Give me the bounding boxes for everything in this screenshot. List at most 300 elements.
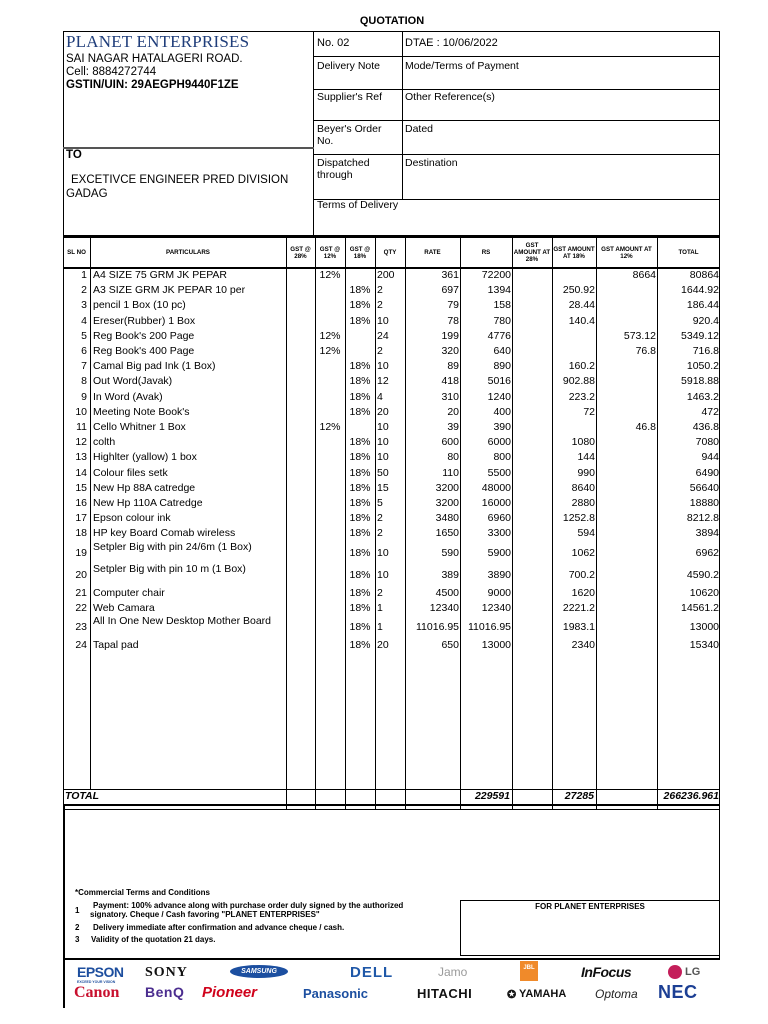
cell-sl-no: 17 [75, 512, 87, 525]
cell-gst-amount-28 [512, 496, 551, 511]
cell-rs: 780 [493, 314, 511, 327]
table-row [63, 542, 720, 564]
cell-sl-no: 13 [75, 451, 87, 464]
cell-gst-amount-18: 1983.1 [562, 621, 595, 633]
cell-gst-12: 12% [319, 345, 341, 357]
cell-gst-amount-18 [552, 329, 595, 344]
cell-gst-amount-28 [512, 435, 551, 450]
cell-gst-12 [315, 496, 345, 511]
cell-particulars: Ereser(Rubber) 1 Box [93, 314, 196, 327]
table-row [63, 359, 720, 374]
header-total: TOTAL [678, 249, 699, 256]
cell-particulars: Setpler Big with pin 10 m (1 Box) [93, 562, 246, 575]
cell-gst-amount-18 [552, 420, 595, 435]
hitachi-logo: HITACHI [417, 986, 473, 1001]
cell-gst-amount-18: 160.2 [568, 360, 595, 373]
cell-gst-18: 18% [349, 568, 371, 581]
cell-particulars: Computer chair [93, 586, 165, 599]
buyer-address [66, 174, 306, 201]
table-row [63, 390, 720, 405]
cell-rate: 78 [447, 314, 459, 327]
cell-qty: 24 [377, 329, 389, 342]
cell-sl-no: 1 [81, 269, 87, 281]
cell-particulars: Cello Whitner 1 Box [93, 421, 186, 433]
cell-particulars: Out Word(Javak) [93, 375, 173, 388]
cell-gst-12 [315, 511, 345, 526]
cell-rate: 650 [441, 639, 459, 651]
cell-particulars: A3 SIZE GRM JK PEPAR 10 per [93, 284, 246, 297]
cell-rs: 13000 [481, 639, 511, 651]
meta-row-divider [314, 56, 720, 57]
cell-gst-amount-28 [512, 450, 551, 465]
cell-qty: 2 [377, 284, 383, 297]
cell-gst-18: 18% [349, 527, 371, 540]
cell-rate: 3480 [435, 512, 459, 525]
cell-qty: 20 [377, 405, 389, 418]
cell-rs: 158 [493, 299, 511, 312]
cell-rs: 1240 [487, 390, 511, 403]
header-gst-12: GST @ 12% [319, 245, 341, 260]
header-rs: RS [481, 249, 491, 256]
table-row [63, 374, 720, 389]
cell-gst-18 [345, 268, 375, 283]
cell-rs: 11016.95 [467, 621, 511, 633]
cell-rate: 12340 [429, 601, 459, 614]
cell-gst-amount-28 [512, 374, 551, 389]
quotation-date: DTAE : 10/06/2022 [405, 37, 498, 49]
jbl-logo: JBL [520, 961, 538, 981]
cell-gst-18: 18% [349, 405, 371, 418]
term-text: Payment: 100% advance along with purchase order duly signed by the authorized [93, 901, 404, 910]
cell-sl-no: 11 [76, 421, 87, 433]
table-row [63, 420, 720, 435]
grand-total: 266236.961 [663, 790, 719, 802]
cell-gst-amount-12: 573.12 [623, 329, 656, 342]
total-rs: 229591 [474, 790, 510, 802]
cell-rs: 48000 [481, 481, 511, 494]
cell-total: 4590.2 [686, 568, 719, 581]
cell-gst-18 [345, 420, 375, 435]
cell-qty: 12 [377, 375, 389, 388]
mode-terms-payment-label: Mode/Terms of Payment [405, 60, 519, 72]
cell-particulars: New Hp 110A Catredge [93, 497, 203, 509]
meta-row-divider [314, 89, 720, 90]
cell-gst-amount-12 [596, 526, 656, 541]
cell-particulars: Reg Book's 200 Page [93, 329, 195, 342]
cell-gst-amount-12 [596, 374, 656, 389]
cell-gst-amount-28 [512, 564, 551, 586]
table-row [63, 268, 720, 283]
cell-qty: 1 [377, 601, 383, 614]
cell-gst-amount-12 [596, 359, 656, 374]
cell-sl-no: 15 [75, 481, 87, 494]
cell-sl-no: 10 [75, 405, 87, 418]
cell-sl-no: 19 [75, 546, 87, 559]
to-label: TO [66, 149, 82, 161]
cell-rs: 4776 [487, 329, 511, 342]
cell-gst-amount-28 [512, 405, 551, 420]
header-gst-18: GST @ 18% [349, 245, 371, 260]
cell-gst-amount-28 [512, 344, 551, 359]
cell-gst-amount-12 [596, 601, 656, 616]
delivery-note-label: Delivery Note [317, 60, 381, 72]
cell-particulars: Epson colour ink [93, 512, 171, 525]
company-address [66, 53, 243, 79]
term-text: Delivery immediate after confirmation and advance cheque / cash. [93, 923, 345, 932]
cell-gst-12 [315, 466, 345, 481]
pioneer-logo: Pioneer [202, 984, 258, 1001]
cell-particulars: All In One New Desktop Mother Board [93, 615, 271, 627]
cell-rs: 6000 [487, 436, 511, 449]
cell-rs: 9000 [487, 586, 511, 599]
cell-total: 80864 [689, 269, 719, 281]
cell-particulars: Tapal pad [93, 639, 139, 651]
cell-rs: 5500 [487, 466, 511, 479]
cell-gst-12: 12% [319, 329, 341, 342]
cell-gst-28 [286, 466, 315, 481]
dispatched-through-label: Dispatched through [317, 157, 370, 181]
table-row [63, 586, 720, 601]
terms-of-delivery-label: Terms of Delivery [317, 199, 399, 211]
cell-gst-amount-12 [596, 638, 656, 653]
total-gst-amount-18: 27285 [564, 790, 594, 802]
header-gst-amount-12: GST AMOUNT AT 12% [601, 245, 652, 260]
cell-rs: 1394 [487, 284, 511, 297]
lg-logo: LG [685, 966, 701, 978]
cell-total: 920.4 [692, 314, 719, 327]
cell-gst-28 [286, 390, 315, 405]
cell-rs: 5016 [487, 375, 511, 388]
table-row [63, 466, 720, 481]
benq-logo: BenQ [145, 984, 185, 1000]
cell-qty: 20 [377, 639, 389, 651]
cell-gst-12: 12% [319, 421, 341, 433]
cell-total: 436.8 [692, 421, 719, 433]
cell-gst-12 [315, 526, 345, 541]
cell-gst-amount-28 [512, 511, 551, 526]
cell-gst-12 [315, 435, 345, 450]
cell-total: 944 [701, 451, 719, 464]
cell-gst-12 [315, 374, 345, 389]
cell-gst-28 [286, 564, 315, 586]
cell-gst-28 [286, 526, 315, 541]
cell-gst-amount-18: 250.92 [562, 284, 595, 297]
sony-logo: SONY [145, 965, 188, 980]
cell-rate: 697 [441, 284, 459, 297]
cell-gst-amount-18: 223.2 [568, 390, 595, 403]
cell-total: 3894 [695, 527, 719, 540]
cell-gst-28 [286, 496, 315, 511]
cell-gst-28 [286, 359, 315, 374]
cell-gst-28 [286, 405, 315, 420]
cell-gst-12 [315, 283, 345, 298]
cell-gst-amount-12 [596, 298, 656, 313]
term-text: Validity of the quotation 21 days. [91, 935, 216, 944]
cell-gst-amount-12 [596, 450, 656, 465]
epson-logo: EPSON [77, 964, 124, 980]
cell-qty: 10 [377, 451, 389, 464]
cell-total: 13000 [689, 621, 719, 633]
signature-box [460, 900, 720, 956]
cell-rs: 800 [493, 451, 511, 464]
cell-gst-18: 18% [349, 621, 371, 633]
cell-gst-amount-18: 1620 [571, 586, 595, 599]
cell-rate: 1650 [435, 527, 459, 540]
cell-particulars: Web Camara [93, 601, 155, 614]
cell-sl-no: 14 [75, 466, 87, 479]
cell-gst-amount-18: 1252.8 [562, 512, 595, 525]
samsung-logo: SAMSUNG [230, 965, 288, 978]
cell-total: 18880 [689, 497, 719, 509]
cell-particulars: colth [93, 436, 116, 449]
cell-rs: 72200 [481, 269, 511, 281]
destination-label: Destination [405, 157, 458, 169]
cell-gst-amount-12 [596, 542, 656, 564]
cell-sl-no: 3 [81, 299, 87, 312]
cell-rs: 890 [493, 360, 511, 373]
table-row [63, 564, 720, 586]
cell-gst-amount-12: 46.8 [635, 421, 656, 433]
header-gst-amount-18: GST AMOUNT AT 18% [553, 245, 595, 260]
cell-gst-amount-28 [512, 638, 551, 653]
cell-gst-amount-18: 1080 [571, 436, 595, 449]
cell-particulars: Camal Big pad Ink (1 Box) [93, 360, 216, 373]
cell-gst-amount-12 [596, 405, 656, 420]
cell-particulars: Highlter (yallow) 1 box [93, 451, 197, 464]
cell-rate: 3200 [435, 497, 459, 509]
header-qty: QTY [383, 249, 397, 256]
cell-rs: 400 [493, 405, 511, 418]
cell-gst-amount-18: 990 [577, 466, 595, 479]
cell-gst-28 [286, 542, 315, 564]
cell-gst-amount-12 [596, 283, 656, 298]
cell-sl-no: 23 [75, 621, 87, 633]
cell-gst-12 [315, 638, 345, 653]
cell-gst-18: 18% [349, 586, 371, 599]
cell-gst-28 [286, 601, 315, 616]
infocus-logo: InFocus [581, 964, 632, 980]
cell-gst-amount-18: 700.2 [568, 568, 595, 581]
cell-gst-28 [286, 344, 315, 359]
cell-particulars: Colour files setk [93, 466, 168, 479]
cell-rate: 310 [441, 390, 459, 403]
cell-gst-amount-18: 2880 [571, 497, 595, 509]
cell-qty: 2 [377, 586, 383, 599]
term-number: 3 [75, 935, 80, 944]
cell-total: 1644.92 [681, 284, 719, 297]
cell-rs: 640 [493, 345, 511, 357]
cell-gst-amount-28 [512, 420, 551, 435]
cell-gst-amount-12: 8664 [632, 269, 656, 281]
cell-gst-amount-12 [596, 564, 656, 586]
cell-qty: 5 [377, 497, 383, 509]
cell-gst-amount-28 [512, 542, 551, 564]
cell-rate: 320 [441, 345, 459, 357]
cell-gst-12 [315, 450, 345, 465]
total-row-top-line [63, 789, 720, 790]
cell-gst-18: 18% [349, 299, 371, 312]
cell-gst-amount-18: 72 [583, 405, 595, 418]
cell-sl-no: 6 [81, 345, 87, 357]
cell-gst-amount-28 [512, 298, 551, 313]
cell-gst-18: 18% [349, 546, 371, 559]
cell-gst-12 [315, 586, 345, 601]
cell-qty: 10 [377, 546, 389, 559]
cell-gst-28 [286, 314, 315, 329]
term-number: 2 [75, 923, 80, 932]
cell-gst-amount-18 [552, 344, 595, 359]
cell-gst-amount-12 [596, 496, 656, 511]
cell-qty: 1 [377, 621, 383, 633]
cell-gst-12 [315, 314, 345, 329]
quotation-number: No. 02 [317, 37, 350, 49]
company-name: PLANET ENTERPRISES [66, 32, 250, 51]
cell-qty: 2 [377, 527, 383, 540]
cell-qty: 10 [377, 314, 389, 327]
signature-label: FOR PLANET ENTERPRISES [535, 902, 645, 911]
table-row [63, 329, 720, 344]
other-references-label: Other Reference(s) [405, 91, 495, 103]
cell-gst-12 [315, 390, 345, 405]
cell-gst-amount-18: 2221.2 [562, 601, 595, 614]
cell-gst-12 [315, 298, 345, 313]
cell-total: 5349.12 [681, 329, 719, 342]
header-rate: RATE [424, 249, 441, 256]
cell-qty: 10 [377, 436, 389, 449]
cell-total: 10620 [689, 586, 719, 599]
cell-total: 472 [701, 405, 719, 418]
cell-sl-no: 8 [81, 375, 87, 388]
cell-total: 7080 [695, 436, 719, 449]
cell-particulars: Setpler Big with pin 24/6m (1 Box) [93, 540, 252, 553]
cell-gst-18: 18% [349, 314, 371, 327]
cell-qty: 4 [377, 390, 383, 403]
cell-gst-amount-12 [596, 481, 656, 496]
cell-rate: 361 [441, 269, 459, 281]
company-gstin: GSTIN/UIN: 29AEGPH9440F1ZE [66, 79, 239, 91]
cell-total: 716.8 [692, 345, 719, 357]
table-row [63, 638, 720, 653]
cell-gst-amount-12 [596, 314, 656, 329]
cell-gst-18: 18% [349, 512, 371, 525]
cell-gst-amount-12 [596, 586, 656, 601]
cell-total: 5918.88 [681, 375, 719, 388]
cell-gst-amount-18: 140.4 [568, 314, 595, 327]
cell-gst-amount-28 [512, 314, 551, 329]
cell-qty: 2 [377, 345, 383, 357]
cell-qty: 50 [377, 466, 389, 479]
cell-gst-amount-12 [596, 390, 656, 405]
cell-rs: 3300 [487, 527, 511, 540]
cell-gst-amount-28 [512, 466, 551, 481]
cell-gst-28 [286, 511, 315, 526]
table-row [63, 511, 720, 526]
cell-rate: 79 [447, 299, 459, 312]
term-text: signatory. Cheque / Cash favoring "PLANET ENTERPRISES" [90, 910, 320, 919]
cell-gst-amount-28 [512, 359, 551, 374]
cell-gst-amount-28 [512, 586, 551, 601]
header-gst-amount-28: GST AMOUNT AT 28% [513, 242, 551, 263]
address-line: SAI NAGAR HATALAGERI ROAD. [66, 53, 243, 65]
cell-gst-amount-12 [596, 435, 656, 450]
cell-gst-amount-12: 76.8 [635, 345, 656, 357]
cell-rs: 3890 [487, 568, 511, 581]
cell-gst-12 [315, 359, 345, 374]
cell-gst-18: 18% [349, 284, 371, 297]
cell-number: Cell: 8884272744 [66, 66, 157, 78]
cell-gst-12 [315, 564, 345, 586]
cell-particulars: New Hp 88A catredge [93, 481, 196, 494]
buyers-order-label: Beyer's Order No. [317, 123, 382, 147]
cell-gst-amount-28 [512, 390, 551, 405]
cell-qty: 10 [377, 568, 389, 581]
cell-gst-18: 18% [349, 451, 371, 464]
table-row [63, 298, 720, 313]
cell-gst-28 [286, 268, 315, 283]
terms-heading: *Commercial Terms and Conditions [75, 888, 210, 897]
cell-gst-18: 18% [349, 436, 371, 449]
cell-rate: 389 [441, 568, 459, 581]
cell-gst-amount-18: 28.44 [568, 299, 595, 312]
cell-gst-18: 18% [349, 360, 371, 373]
panasonic-logo: Panasonic [303, 986, 369, 1001]
buyer-line-2: GADAG [66, 187, 108, 200]
cell-sl-no: 9 [81, 390, 87, 403]
table-row [63, 283, 720, 298]
cell-total: 1050.2 [686, 360, 719, 373]
cell-gst-12: 12% [319, 269, 341, 281]
nec-logo: NEC [658, 982, 698, 1002]
table-row [63, 405, 720, 420]
cell-gst-18 [345, 329, 375, 344]
table-row [63, 481, 720, 496]
cell-gst-28 [286, 616, 315, 638]
cell-gst-28 [286, 481, 315, 496]
cell-rate: 3200 [435, 481, 459, 494]
cell-gst-18: 18% [349, 390, 371, 403]
cell-sl-no: 24 [75, 639, 87, 651]
cell-gst-28 [286, 420, 315, 435]
table-row [63, 344, 720, 359]
canon-logo: Canon [74, 984, 120, 1001]
cell-gst-28 [286, 374, 315, 389]
cell-gst-18: 18% [349, 497, 371, 509]
cell-sl-no: 2 [81, 284, 87, 297]
cell-sl-no: 20 [75, 568, 87, 581]
cell-gst-12 [315, 601, 345, 616]
cell-gst-12 [315, 405, 345, 420]
cell-gst-12 [315, 481, 345, 496]
cell-gst-amount-28 [512, 481, 551, 496]
term-number: 1 [75, 906, 80, 915]
header-particulars: PARTICULARS [166, 249, 210, 256]
table-row [63, 526, 720, 541]
cell-rate: 39 [447, 421, 459, 433]
cell-total: 6490 [695, 466, 719, 479]
cell-rate: 89 [447, 360, 459, 373]
cell-sl-no: 18 [75, 527, 87, 540]
cell-particulars: In Word (Avak) [93, 390, 163, 403]
cell-sl-no: 4 [81, 314, 87, 327]
brand-logos-strip [63, 958, 720, 1008]
cell-qty: 15 [377, 481, 389, 494]
document-title: QUOTATION [359, 15, 425, 27]
cell-gst-amount-12 [596, 616, 656, 638]
cell-gst-amount-28 [512, 601, 551, 616]
cell-qty: 10 [377, 421, 389, 433]
cell-qty: 2 [377, 512, 383, 525]
cell-rate: 110 [442, 466, 459, 479]
